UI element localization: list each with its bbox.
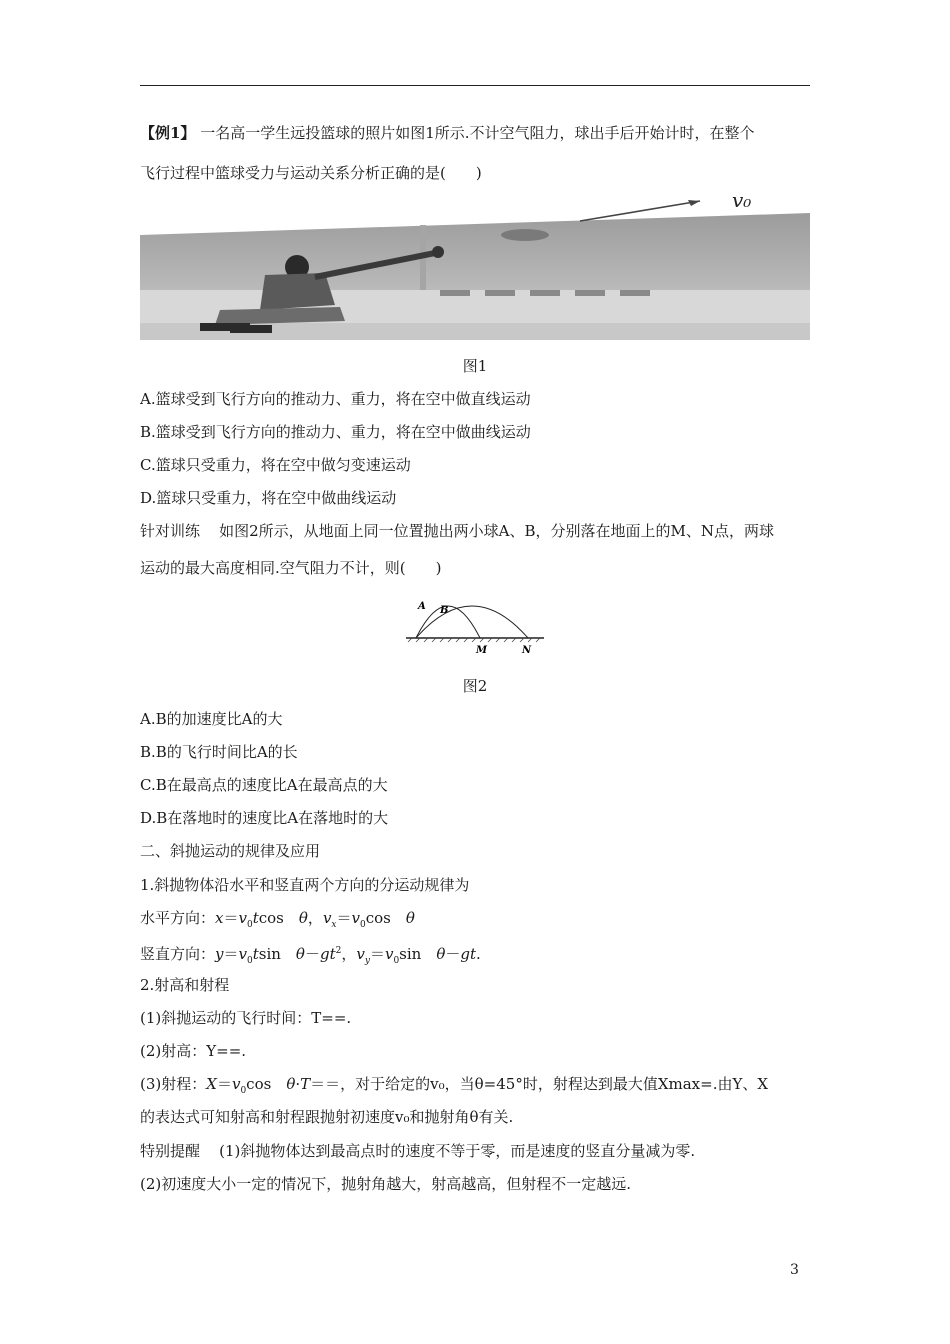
practice-text1: 如图2所示，从地面上同一位置抛出两小球A、B，分别落在地面上的M、N点，两球 — [219, 522, 774, 540]
label-b: B — [440, 605, 449, 616]
page-number: 3 — [790, 1262, 799, 1278]
wall-panel — [620, 290, 650, 296]
horizontal-prefix: 水平方向： — [140, 909, 216, 927]
section2-item2: (2)射高：Y==. — [140, 1042, 247, 1060]
section2-p2: 2.射高和射程 — [140, 976, 230, 994]
option1-a: A.篮球受到飞行方向的推动力、重力，将在空中做直线运动 — [140, 390, 531, 408]
wall-panel — [530, 290, 560, 296]
velocity-arrowhead — [688, 200, 700, 206]
note-line1 — [140, 1140, 695, 1162]
option2-d: D.B在落地时的速度比A在落地时的大 — [140, 809, 389, 827]
header-rule — [140, 85, 810, 86]
practice-label: 针对训练 — [140, 522, 201, 540]
option2-c: C.B在最高点的速度比A在最高点的大 — [140, 776, 388, 794]
option1-d: D.篮球只受重力，将在空中做曲线运动 — [140, 489, 397, 507]
vertical-prefix: 竖直方向： — [140, 945, 216, 963]
option2-b: B.B的飞行时间比A的长 — [140, 743, 298, 761]
label-a: A — [418, 601, 426, 612]
section2-p1: 1.斜抛物体沿水平和竖直两个方向的分运动规律为 — [140, 876, 470, 894]
example1-line1 — [140, 122, 755, 144]
velocity-label: v₀ — [732, 195, 752, 212]
option1-b: B.篮球受到飞行方向的推动力、重力，将在空中做曲线运动 — [140, 423, 531, 441]
basketball — [432, 246, 444, 258]
player-torso — [260, 273, 335, 310]
horizontal-formula: 水平方向：$x=v_0tcos$ θ，$v_x=v_0\cos$ θ — [140, 909, 415, 930]
item3-text: ，对于给定的v₀，当θ=45°时，射程达到最大值Xmax=.由Y、X — [340, 1075, 769, 1093]
option1-c: C.篮球只受重力，将在空中做匀变速运动 — [140, 456, 411, 474]
section2-item3-line2: 的表达式可知射高和射程跟抛射初速度v₀和抛射角θ有关. — [140, 1108, 514, 1126]
ceiling-lamp — [501, 229, 549, 241]
figure1-photo — [140, 195, 810, 340]
note-line2: (2)初速度大小一定的情况下，抛射角越大，射高越高，但射程不一定越远. — [140, 1175, 632, 1193]
label-n: N — [522, 645, 532, 656]
wall-panel — [575, 290, 605, 296]
section2-heading: 二、斜抛运动的规律及应用 — [140, 842, 321, 860]
example1-text1: 一名高一学生远投篮球的照片如图1所示.不计空气阻力，球出手后开始计时，在整个 — [200, 124, 755, 142]
section2-item3: (3)射程：$X=v_0\cos$ θ·T＝＝，对于给定的v₀，当θ=45°时，射程达到最大值Xmax=.由Y、X — [140, 1075, 769, 1096]
example-tag: 【例1】 — [140, 124, 196, 142]
trajectory-b — [416, 606, 528, 638]
vertical-formula: 竖直方向：$y=v_0tsin$ $\theta-gt^2$，$v_y=v_0\sin$ θ－gt. — [140, 945, 481, 966]
option2-a: A.B的加速度比A的大 — [140, 710, 283, 728]
figure1-caption: 图1 — [462, 357, 488, 375]
example1-line2: 飞行过程中篮球受力与运动关系分析正确的是( ) — [140, 164, 482, 182]
label-m: M — [476, 645, 488, 656]
figure2-diagram — [402, 594, 550, 656]
note-label: 特别提醒 — [140, 1142, 201, 1160]
note1-text: (1)斜抛物体达到最高点时的速度不等于零，而是速度的竖直分量减为零. — [219, 1142, 696, 1160]
wall-panel — [485, 290, 515, 296]
figure2-caption: 图2 — [462, 677, 488, 695]
wall-panel — [440, 290, 470, 296]
item3-prefix: (3)射程： — [140, 1075, 207, 1093]
practice-line2: 运动的最大高度相同.空气阻力不计，则( ) — [140, 559, 442, 577]
player-shoe — [230, 325, 272, 333]
section2-item1: (1)斜抛运动的飞行时间：T==. — [140, 1009, 352, 1027]
practice-line1 — [140, 520, 774, 542]
